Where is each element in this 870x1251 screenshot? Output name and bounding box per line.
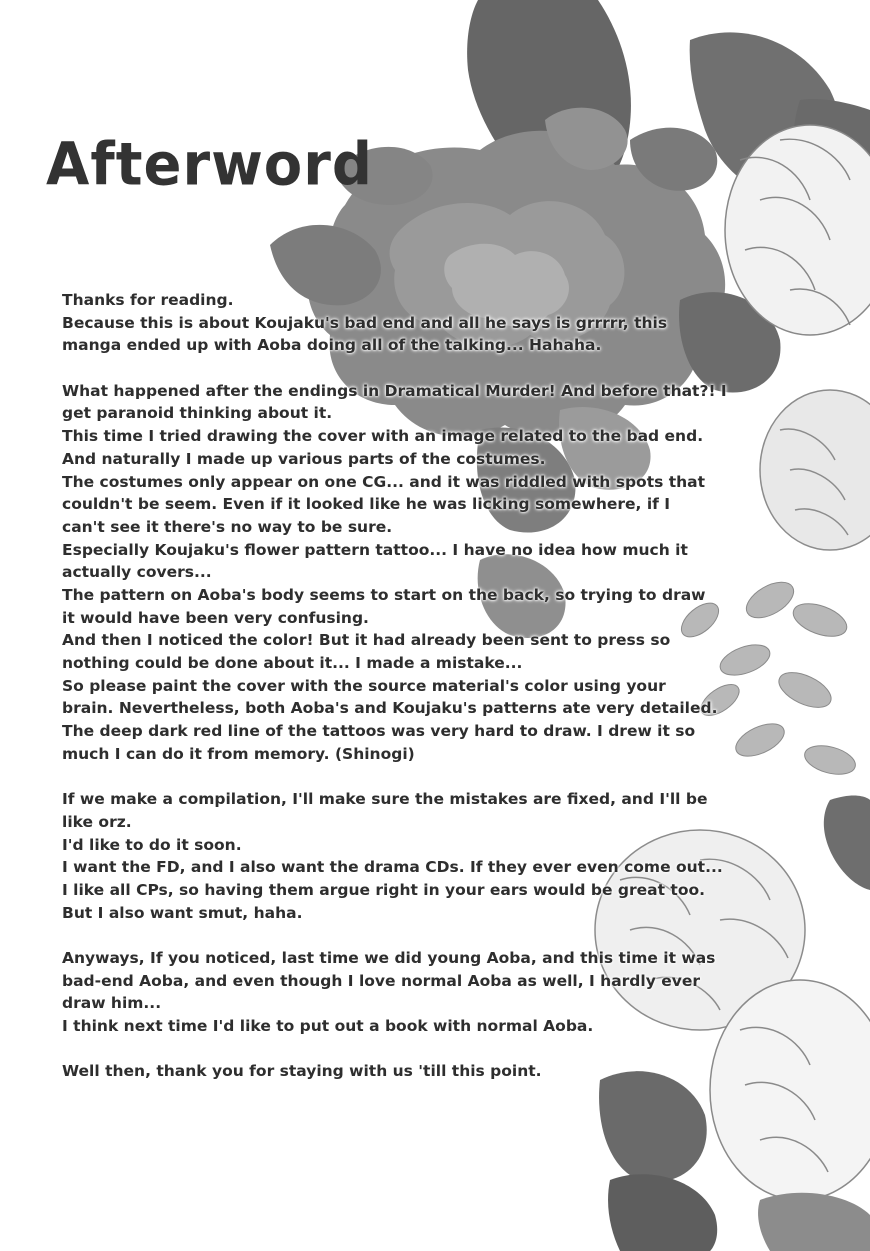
text-line: nothing could be done about it... I made a mistake... (62, 654, 523, 672)
text-line: What happened after the endings in Dramatical Murder! And before that?! I (62, 381, 727, 400)
text-line: And naturally I made up various parts of the costumes. (62, 449, 546, 468)
text-line: it would have been very confusing. (62, 608, 369, 627)
text-line: But I also want smut, haha. (62, 903, 303, 922)
text-line: I like all CPs, so having them argue right in your ears would be great too. (62, 880, 706, 899)
text-line: So please paint the cover with the source material's color using your (62, 676, 666, 695)
text-line: This time I tried drawing the cover with an image related to the bad end. (62, 427, 704, 446)
text-line: Anyways, If you noticed, last time we did young Aoba, and this time it was (62, 948, 716, 967)
paragraph-gap (62, 357, 852, 380)
text-line: like orz. (62, 812, 132, 831)
text-line: brain. Nevertheless, both Aoba's and Koujaku's patterns ate very detailed. (62, 699, 718, 718)
text-line: I want the FD, and I also want the drama CDs. If they ever even come out... (62, 858, 723, 877)
afterword-text (62, 289, 852, 1083)
paragraph-gap (62, 924, 852, 947)
text-line: Especially Koujaku's flower pattern tattoo... I have no idea how much it (62, 540, 688, 559)
text-line: manga ended up with Aoba doing all of the talking... Hahaha. (62, 336, 602, 355)
paragraph-gap (62, 765, 852, 788)
page-title: Afterword (46, 130, 373, 199)
text-line: can't see it there's no way to be sure. (62, 517, 393, 536)
text-line: much I can do it from memory. (Shinogi) (62, 744, 415, 763)
text-line: Well then, thank you for staying with us 'till this point. (62, 1062, 542, 1081)
text-line: draw him... (62, 994, 162, 1013)
text-line: The deep dark red line of the tattoos was very hard to draw. I drew it so (62, 722, 696, 741)
text-line: Thanks for reading. (62, 291, 234, 309)
text-line: couldn't be seem. Even if it looked like he was licking somewhere, if I (62, 495, 671, 514)
paragraph-gap (62, 1038, 852, 1061)
text-line: actually covers... (62, 563, 212, 582)
text-line: And then I noticed the color! But it had already been sent to press so (62, 631, 671, 650)
text-line: get paranoid thinking about it. (62, 404, 333, 423)
text-line: The pattern on Aoba's body seems to start on the back, so trying to draw (62, 585, 706, 604)
text-line: The costumes only appear on one CG... and it was riddled with spots that (62, 472, 706, 491)
text-line: I think next time I'd like to put out a book with normal Aoba. (62, 1017, 594, 1035)
dark-leaf-bottom-2 (608, 1174, 717, 1251)
text-line: I'd like to do it soon. (62, 835, 242, 854)
dark-leaf-bottom-1 (599, 1071, 707, 1182)
text-line: bad-end Aoba, and even though I love normal Aoba as well, I hardly ever (62, 971, 700, 990)
text-line: If we make a compilation, I'll make sure the mistakes are fixed, and I'll be (62, 790, 708, 809)
text-line: Because this is about Koujaku's bad end and all he says is grrrrr, this (62, 313, 668, 332)
grey-leaf-bottom-right (758, 1193, 870, 1251)
